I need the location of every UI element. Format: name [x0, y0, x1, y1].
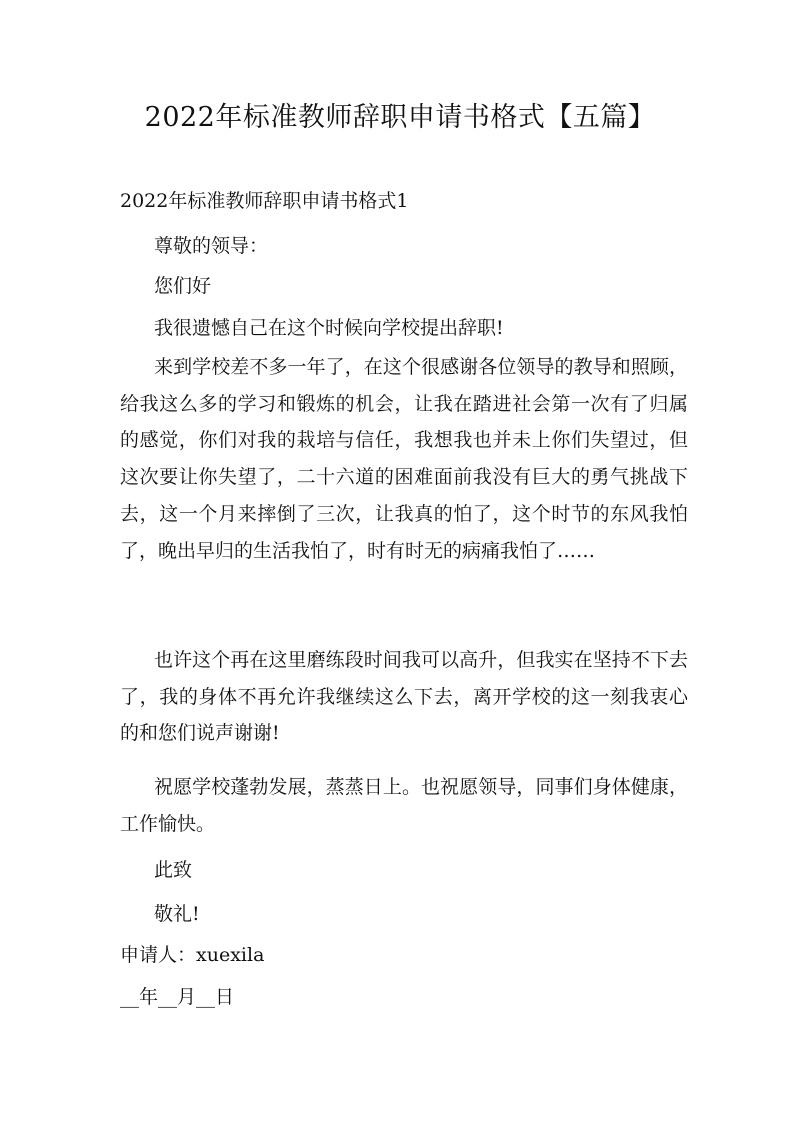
- section-title: 2022年标准教师辞职申请书格式1: [120, 190, 409, 212]
- body-paragraph-1: 来到学校差不多一年了，在这个很感谢各位领导的教导和照顾，给我这么多的学习和锻炼的机会，让我在踏进社会第一次有了归属的感觉，你们对我的栽培与信任，我想我也并未上你们失望过，但这次要让你失望了，二十六道的困难面前我没有巨大的勇气挑战下去，这一个月来摔倒了三次，让我真的怕了，这个时节的东风我怕了，晚出早归的生活我怕了，时有时无的病痛我怕了……: [120, 356, 688, 562]
- signer-line: 申请人：xuexila: [120, 944, 265, 966]
- closing: 此致: [154, 859, 193, 881]
- document-title: 2022年标准教师辞职申请书格式【五篇】: [144, 102, 656, 133]
- date-line: __年__月__日: [120, 986, 235, 1008]
- salutation: 尊敬的领导：: [154, 235, 269, 257]
- regards: 敬礼!: [154, 903, 200, 925]
- body-paragraph-3: 祝愿学校蓬勃发展，蒸蒸日上。也祝愿领导，同事们身体健康，工作愉快。: [120, 776, 688, 835]
- greeting: 您们好: [154, 275, 212, 297]
- opening-sentence: 我很遗憾自己在这个时候向学校提出辞职!: [154, 317, 504, 339]
- body-paragraph-2: 也许这个再在这里磨练段时间我可以高升，但我实在坚持不下去了，我的身体不再允许我继续这么下去，离开学校的这一刻我衷心的和您们说声谢谢!: [120, 649, 688, 745]
